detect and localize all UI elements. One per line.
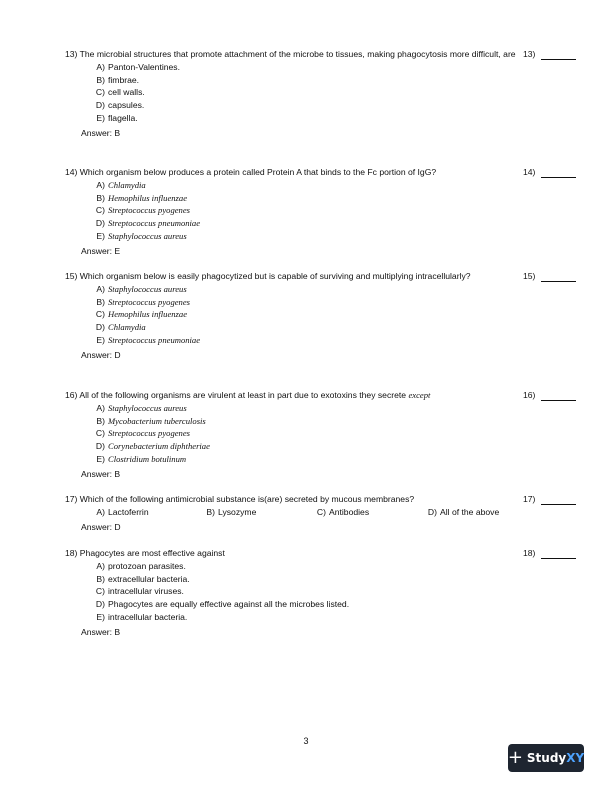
question-17 [65, 493, 585, 534]
option-c: C) Streptococcus pyogenes [95, 205, 191, 216]
answer-blank[interactable] [541, 281, 576, 282]
answer-blank[interactable] [541, 400, 576, 401]
answer-key: Answer: B [81, 468, 121, 479]
question-text: 14) Which organism below produces a protein called Protein A that binds to the Fc portion of IgG? [65, 167, 437, 177]
question-text: 16) All of the following organisms are virulent at least in part due to exotoxins they secrete except [65, 390, 431, 400]
option-e: E) Staphylococcus aureus [96, 230, 187, 241]
option-b: B) Streptococcus pyogenes [96, 296, 191, 307]
option-d: D) All of the above [427, 506, 500, 517]
option-a: A) Lactoferrin [96, 506, 149, 517]
option-e: E) intracellular bacteria. [96, 611, 188, 622]
option-e: E) flagella. [96, 112, 138, 123]
option-c: C) Antibodies [316, 506, 370, 517]
question-15 [65, 270, 585, 362]
option-d: D) Chlamydia [95, 322, 146, 333]
answer-number: 16) [523, 390, 536, 400]
emphasis-except: except [408, 390, 431, 400]
option-a: A) Chlamydia [96, 179, 146, 190]
logo-text-study: Study [526, 750, 567, 765]
question-text: 13) The microbial structures that promote attachment of the microbe to tissues, making phagocytosis more difficult, are [65, 49, 516, 59]
question-text: 18) Phagocytes are most effective against [65, 548, 225, 558]
question-text: 17) Which of the following antimicrobial substance is(are) secreted by mucous membranes? [65, 494, 415, 504]
option-b: B) fimbrae. [96, 74, 140, 85]
option-b: B) extracellular bacteria. [96, 573, 190, 584]
answer-number: 15) [523, 271, 536, 281]
studyxy-logo[interactable] [508, 744, 584, 772]
option-e: E) Clostridium botulinum [96, 453, 187, 464]
option-d: D) Phagocytes are equally effective against all the microbes listed. [95, 599, 350, 610]
option-a: A) protozoan parasites. [96, 560, 186, 571]
answer-blank[interactable] [541, 177, 576, 178]
option-c: C) cell walls. [95, 87, 145, 98]
option-d: D) capsules. [95, 100, 145, 111]
option-a: A) Panton-Valentines. [96, 61, 180, 72]
option-d: D) Streptococcus pneumoniae [95, 218, 201, 229]
answer-number: 18) [523, 548, 536, 558]
plus-icon: + [507, 747, 523, 768]
option-c: C) Hemophilus influenzae [95, 309, 188, 320]
question-16 [65, 389, 585, 481]
answer-key: Answer: D [81, 521, 121, 532]
option-b: B) Hemophilus influenzae [96, 192, 188, 203]
option-a: A) Staphylococcus aureus [96, 283, 187, 294]
answer-blank[interactable] [541, 59, 576, 60]
answer-number: 17) [523, 494, 536, 504]
option-b: B) Mycobacterium tuberculosis [96, 415, 206, 426]
answer-number: 14) [523, 167, 536, 177]
option-c: C) Streptococcus pyogenes [95, 428, 191, 439]
option-d: D) Corynebacterium diphtheriae [95, 441, 210, 452]
question-14 [65, 166, 585, 258]
question-text: 15) Which organism below is easily phagocytized but is capable of surviving and multiplying intracellularly? [65, 271, 471, 281]
page-number: 3 [303, 736, 309, 746]
answer-key: Answer: D [81, 349, 121, 360]
answer-key: Answer: E [81, 245, 121, 256]
option-c: C) intracellular viruses. [95, 586, 184, 597]
question-13 [65, 48, 585, 140]
question-18 [65, 547, 585, 639]
answer-key: Answer: B [81, 127, 121, 138]
answer-key: Answer: B [81, 626, 121, 637]
option-a: A) Staphylococcus aureus [96, 402, 187, 413]
answer-number: 13) [523, 49, 536, 59]
logo-text-xy: XY [566, 750, 585, 765]
answer-blank[interactable] [541, 558, 576, 559]
option-b: B) Lysozyme [206, 506, 257, 517]
option-e: E) Streptococcus pneumoniae [96, 334, 201, 345]
